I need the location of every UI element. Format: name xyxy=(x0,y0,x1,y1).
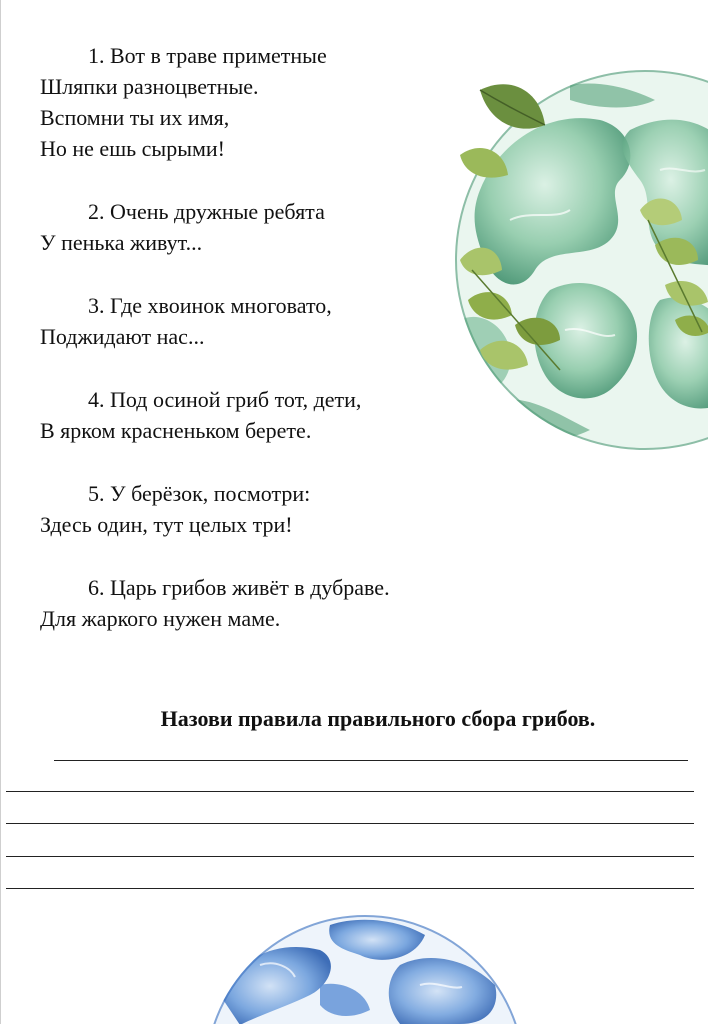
riddle-line: Поджидают нас... xyxy=(40,324,205,349)
green-globe-image xyxy=(440,70,708,450)
riddle-line xyxy=(40,572,460,603)
riddle-line: Но не ешь сырыми! xyxy=(40,136,226,161)
riddle-number: 4. xyxy=(88,387,105,412)
riddle-line: В ярком красненьком берете. xyxy=(40,418,312,443)
riddle-number: 3. xyxy=(88,293,105,318)
riddle-text: Вот в траве приметные xyxy=(110,43,327,68)
riddle-text: Очень дружные ребята xyxy=(110,199,325,224)
riddle-line: Шляпки разноцветные. xyxy=(40,74,259,99)
riddle-line xyxy=(40,40,460,71)
riddle-line: Вспомни ты их имя, xyxy=(40,105,230,130)
riddle-4 xyxy=(40,384,460,446)
riddle-text: У берёзок, посмотри: xyxy=(110,481,311,506)
riddle-line: У пенька живут... xyxy=(40,230,203,255)
answer-line xyxy=(6,823,694,824)
riddle-line xyxy=(40,196,460,227)
answer-line xyxy=(6,856,694,857)
riddle-1 xyxy=(40,40,460,164)
riddle-3 xyxy=(40,290,460,352)
riddle-line: Для жаркого нужен маме. xyxy=(40,606,281,631)
riddle-number: 5. xyxy=(88,481,105,506)
riddle-2 xyxy=(40,196,460,258)
riddle-text: Где хвоинок многовато, xyxy=(110,293,332,318)
riddle-line: Здесь один, тут целых три! xyxy=(40,512,293,537)
answer-line xyxy=(6,888,694,889)
riddle-line xyxy=(40,384,460,415)
riddle-text: Царь грибов живёт в дубраве. xyxy=(110,575,390,600)
blue-globe-image xyxy=(200,905,530,1024)
riddle-line xyxy=(40,478,460,509)
riddle-list xyxy=(40,40,460,666)
riddle-6 xyxy=(40,572,460,634)
riddle-number: 6. xyxy=(88,575,105,600)
riddle-number: 1. xyxy=(88,43,105,68)
answer-line xyxy=(6,791,694,792)
riddle-5 xyxy=(40,478,460,540)
riddle-text: Под осиной гриб тот, дети, xyxy=(110,387,362,412)
riddle-line xyxy=(40,290,460,321)
answer-line xyxy=(54,760,688,761)
riddle-number: 2. xyxy=(88,199,105,224)
task-title: Назови правила правильного сбора грибов. xyxy=(160,706,596,731)
